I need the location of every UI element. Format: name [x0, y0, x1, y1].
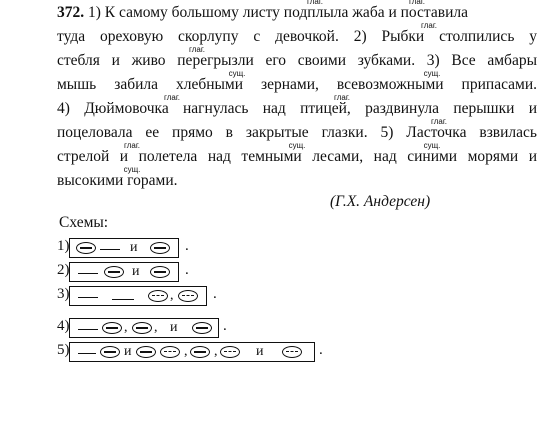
line-1-text: 1) К самому большому листу подплыла жаба и поставила — [88, 4, 469, 21]
text-line-5: 4) Дюймовочка нагнулась над птицей, раздвинула перышки и — [57, 100, 537, 117]
tag-verb: глаг. — [430, 117, 448, 126]
scheme-row-5 — [57, 342, 327, 364]
tag-noun: сущ. — [288, 141, 306, 150]
tag-verb: глаг. — [123, 141, 141, 150]
tag-noun: сущ. — [228, 69, 246, 78]
object-oval — [178, 290, 198, 302]
object-oval — [220, 346, 240, 358]
subject-line — [78, 297, 98, 298]
predicate-oval — [150, 266, 170, 278]
object-oval — [148, 290, 168, 302]
text-line-4: мышь забила хлебными зернами, всевозможными припасами. — [57, 76, 537, 93]
tag-noun: сущ. — [123, 165, 141, 174]
scheme-row-1 — [57, 238, 197, 260]
subject-line — [78, 353, 96, 354]
text-line-8: высокими горами. — [57, 172, 178, 189]
period: . — [223, 318, 227, 334]
scheme-number: 3) — [57, 286, 70, 302]
conj-text: и — [124, 344, 132, 359]
tag-verb: глаг. — [420, 21, 438, 30]
period: . — [213, 286, 217, 302]
scheme-number: 4) — [57, 318, 70, 334]
conj-text: и — [132, 264, 140, 279]
author: (Г.Х. Андерсен) — [330, 193, 431, 210]
text-line-6: поцеловала ее прямо в закрытые глазки. 5) Ласточка взвилась — [57, 124, 537, 141]
tag-verb: глаг. — [333, 93, 351, 102]
subject-line — [78, 273, 98, 274]
predicate-oval — [132, 322, 152, 334]
predicate-oval — [104, 266, 124, 278]
exercise-number: 372. — [57, 4, 85, 21]
scheme-number: 5) — [57, 342, 70, 358]
tag-verb: глаг. — [408, 0, 426, 6]
comma: , — [170, 288, 174, 303]
scheme-box — [69, 286, 207, 306]
tag-verb: глаг. — [188, 45, 206, 54]
text-line-3: стебля и живо перегрызли его своими зубками. 3) Все амбары — [57, 52, 537, 69]
scheme-box — [69, 342, 315, 362]
comma: , — [154, 320, 158, 335]
conj-text: и — [256, 344, 264, 359]
predicate-oval — [192, 322, 212, 334]
object-oval — [160, 346, 180, 358]
predicate-oval — [150, 242, 170, 254]
conj-text: и — [130, 240, 138, 255]
scheme-number: 2) — [57, 262, 70, 278]
tag-noun: сущ. — [423, 69, 441, 78]
comma: , — [184, 344, 188, 359]
text-line-1 — [57, 4, 468, 22]
period: . — [185, 262, 189, 278]
subject-line — [112, 299, 134, 300]
schemes-title: Схемы: — [59, 214, 109, 231]
tag-verb: глаг. — [306, 0, 324, 6]
conj-text: и — [170, 320, 178, 335]
predicate-oval — [190, 346, 210, 358]
scheme-box — [69, 318, 219, 338]
subject-line — [100, 249, 120, 250]
text-line-2: туда ореховую скорлупу с девочкой. 2) Рыбки столпились у — [57, 28, 537, 45]
predicate-oval — [76, 242, 96, 254]
tag-verb: глаг. — [163, 93, 181, 102]
predicate-oval — [100, 346, 120, 358]
scheme-row-3 — [57, 286, 217, 308]
subject-line — [78, 329, 98, 330]
scheme-row-4 — [57, 318, 227, 340]
comma: , — [214, 344, 218, 359]
period: . — [319, 342, 323, 358]
scheme-box — [69, 262, 179, 282]
predicate-oval — [136, 346, 156, 358]
scheme-number: 1) — [57, 238, 70, 254]
text-line-7: стрелой и полетела над темными лесами, над синими морями и — [57, 148, 537, 165]
object-oval — [282, 346, 302, 358]
comma: , — [124, 320, 128, 335]
period: . — [185, 238, 189, 254]
scheme-box — [69, 238, 179, 258]
scheme-row-2 — [57, 262, 197, 284]
predicate-oval — [102, 322, 122, 334]
tag-noun: сущ. — [423, 141, 441, 150]
